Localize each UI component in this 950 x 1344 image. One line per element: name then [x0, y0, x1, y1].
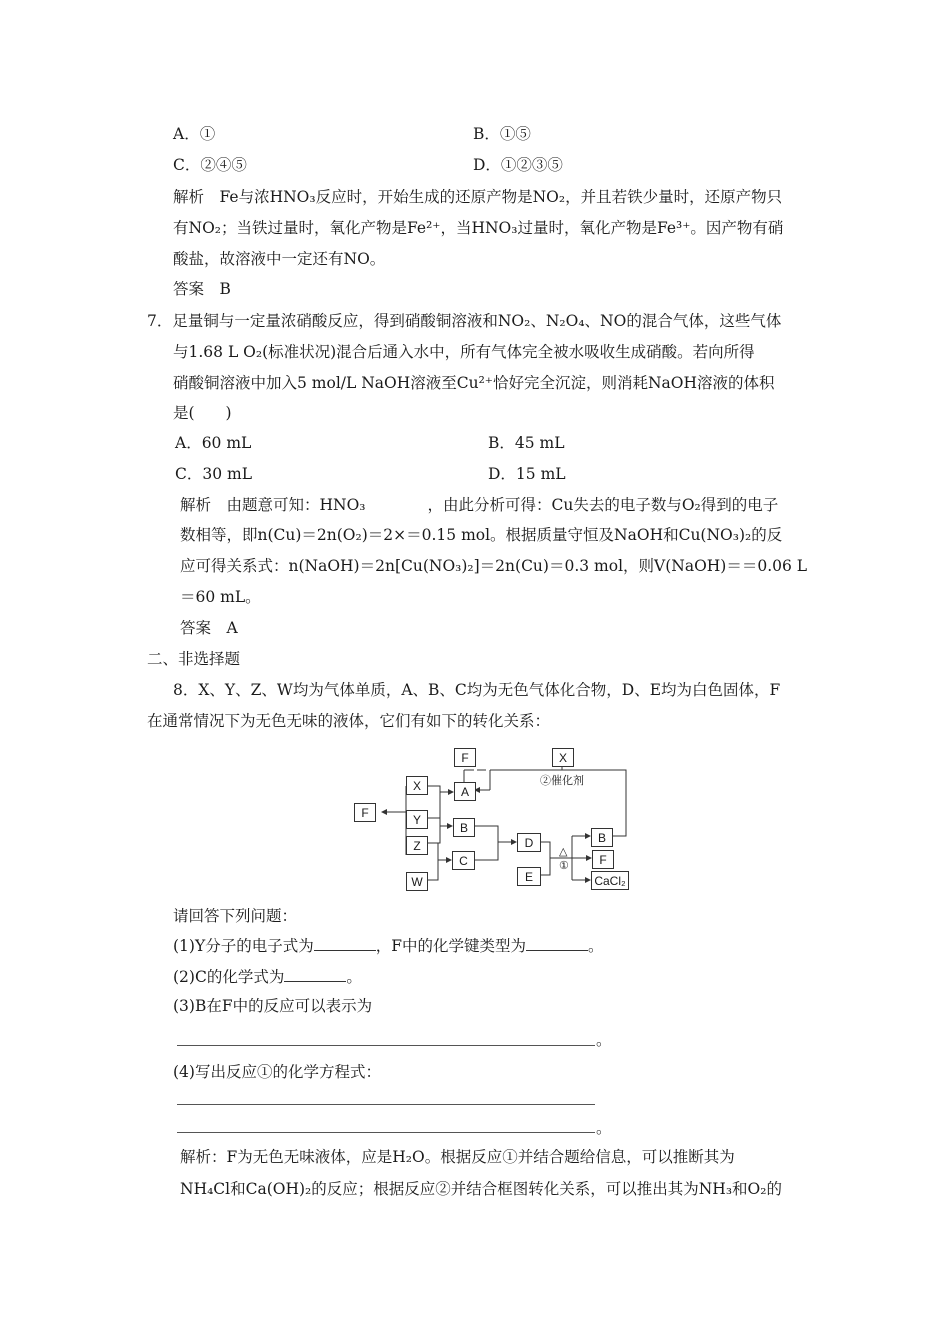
- q6-option-b: B．①⑤: [473, 125, 531, 143]
- diagram-box-x-top: X: [552, 748, 574, 767]
- diagram-box-c: C: [452, 851, 475, 870]
- heat-label: △: [559, 846, 568, 858]
- q7-analysis-line: ＝60 mL。: [180, 588, 261, 606]
- q7-analysis-line: 解析 由题意可知：HNO₃ ，由此分析可得：Cu失去的电子数与O₂得到的电子: [180, 496, 779, 514]
- q8-sub2-text-a: (2)C的化学式为: [173, 968, 285, 986]
- q8-sub1-text-a: (1)Y分子的电子式为: [173, 937, 314, 955]
- q7-analysis-line: 数相等，即n(Cu)＝2n(O₂)＝2×＝0.15 mol。根据质量守恒及NaOH和Cu(NO₃)₂的反: [180, 526, 783, 544]
- catalyst-label: ②催化剂: [540, 775, 584, 787]
- reaction-one-label: ①: [559, 860, 569, 872]
- q7-option-d: D．15 mL: [488, 465, 566, 483]
- q8-stem-line: 8．X、Y、Z、W均为气体单质，A、B、C均为无色气体化合物，D、E均为白色固体，F: [173, 681, 781, 699]
- q7-option-b: B．45 mL: [488, 434, 565, 452]
- diagram-box-f-top: F: [454, 748, 476, 767]
- q7-stem-line: 是( ): [173, 404, 232, 422]
- answer-line[interactable]: [177, 1104, 595, 1105]
- q6-answer: 答案 B: [173, 280, 231, 298]
- q6-option-a: A．①: [173, 125, 216, 143]
- q8-sub2-text-b: 。: [346, 968, 362, 986]
- q8-analysis-line: 解析：F为无色无味液体，应是H₂O。根据反应①并结合题给信息，可以推断其为: [180, 1148, 735, 1166]
- answer-line[interactable]: [177, 1132, 595, 1133]
- q8-analysis-line: NH₄Cl和Ca(OH)₂的反应；根据反应②并结合框图转化关系，可以推出其为NH₃和O₂的: [180, 1180, 782, 1198]
- q7-stem-line: 硝酸铜溶液中加入5 mol/L NaOH溶液至Cu²⁺恰好完全沉淀，则消耗NaOH溶液的体积: [173, 374, 775, 392]
- diagram-box-b-mid: B: [453, 818, 475, 837]
- q6-option-d: D．①②③⑤: [473, 156, 563, 174]
- diagram-box-w: W: [406, 872, 428, 891]
- diagram-box-b-right: B: [591, 828, 613, 847]
- diagram-box-x: X: [406, 776, 428, 795]
- diagram-box-e: E: [517, 867, 541, 886]
- q8-sub1-text-c: 。: [587, 937, 604, 955]
- diagram-box-z: Z: [406, 836, 428, 855]
- q8-sub1: [173, 936, 603, 956]
- q8-sub1-text-b: ，F中的化学键类型为: [375, 937, 526, 955]
- diagram-box-a: A: [454, 782, 476, 801]
- answer-line[interactable]: [177, 1045, 595, 1046]
- q7-option-c: C．30 mL: [175, 465, 253, 483]
- q7-answer: 答案 A: [180, 619, 238, 637]
- diagram-box-y: Y: [406, 810, 428, 829]
- answer-blank[interactable]: [284, 981, 346, 982]
- q8-prompt: 请回答下列问题：: [173, 907, 298, 925]
- answer-blank[interactable]: [314, 950, 376, 951]
- q8-sub3: (3)B在F中的反应可以表示为: [173, 997, 373, 1015]
- q6-analysis-line: 解析 Fe与浓HNO₃反应时，开始生成的还原产物是NO₂，并且若铁少量时，还原产物只: [173, 188, 783, 206]
- diagram-box-d: D: [517, 833, 541, 852]
- q6-analysis-line: 酸盐，故溶液中一定还有NO。: [173, 250, 386, 268]
- q7-analysis-line: 应可得关系式：n(NaOH)＝2n[Cu(NO₃)₂]＝2n(Cu)＝0.3 mol，则V(NaOH)＝＝0.06 L: [180, 557, 808, 575]
- diagram-box-f-left: F: [354, 803, 376, 822]
- diagram-box-f-right: F: [592, 850, 614, 869]
- conversion-diagram: [340, 740, 640, 895]
- period-mark: 。: [596, 1031, 612, 1049]
- q7-stem-line: 与1.68 L O₂(标准状况)混合后通入水中，所有气体完全被水吸收生成硝酸。若向所得: [173, 343, 755, 361]
- answer-blank[interactable]: [526, 950, 588, 951]
- q6-option-c: C．②④⑤: [173, 156, 247, 174]
- q8-sub2: [173, 967, 362, 987]
- q8-stem-line: 在通常情况下为无色无味的液体，它们有如下的转化关系：: [147, 712, 551, 730]
- q8-sub4: (4)写出反应①的化学方程式：: [173, 1063, 381, 1081]
- q7-option-a: A．60 mL: [175, 434, 252, 452]
- q7-stem-line: 7．足量铜与一定量浓硝酸反应，得到硝酸铜溶液和NO₂、N₂O₄、NO的混合气体，这些气体: [147, 312, 782, 330]
- q6-analysis-line: 有NO₂；当铁过量时，氧化产物是Fe²⁺，当HNO₃过量时，氧化产物是Fe³⁺。因产物有硝: [173, 219, 784, 237]
- section-heading: 二、非选择题: [147, 650, 241, 668]
- period-mark: 。: [596, 1119, 612, 1137]
- diagram-box-cacl2: CaCl₂: [591, 871, 629, 890]
